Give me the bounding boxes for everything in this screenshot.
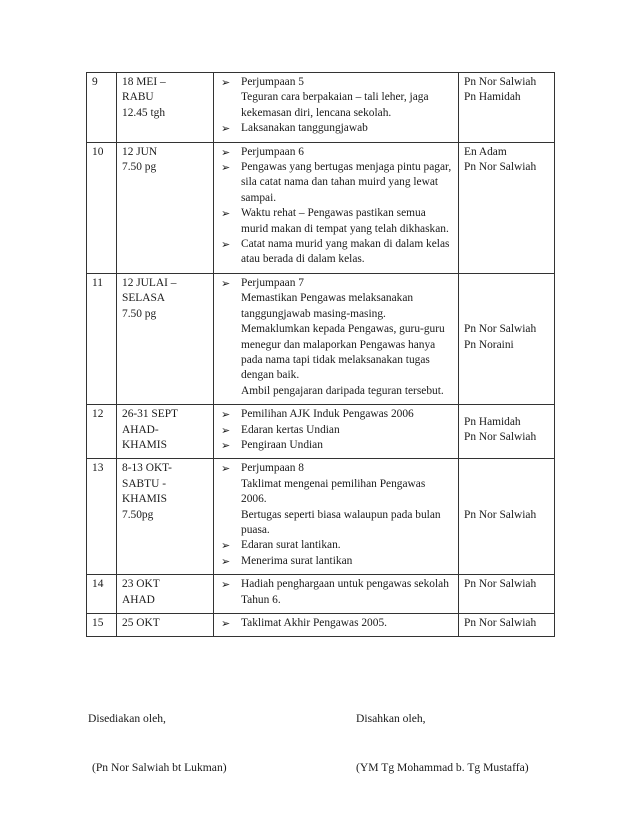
activity-text: Pemilihan AJK Induk Pengawas 2006 [241, 408, 414, 421]
row-number: 12 [87, 405, 117, 459]
activity-text: Menerima surat lantikan [241, 554, 353, 567]
activity-item [219, 121, 453, 136]
date-line: AHAD [122, 593, 155, 606]
activity-text: Teguran cara berpakaian – tali leher, jaga kekemasan diri, lencana sekolah. [241, 91, 429, 119]
activity-item [219, 237, 453, 268]
person-in-charge: Pn Nor Salwiah [464, 617, 537, 629]
row-activities [214, 575, 459, 614]
row-number: 11 [87, 273, 117, 404]
arrow-bullet-icon: ➢ [221, 423, 231, 437]
row-date [117, 73, 214, 143]
activity-list [219, 276, 453, 399]
activity-text: Perjumpaan 5 [241, 76, 304, 88]
row-person-in-charge [459, 142, 555, 273]
arrow-bullet-icon: ➢ [221, 408, 231, 422]
table-row [87, 575, 555, 614]
row-date [117, 575, 214, 614]
arrow-bullet-icon: ➢ [221, 238, 231, 252]
approved-by-label: Disahkan oleh, [356, 712, 426, 725]
date-line: 12.45 tgh [122, 106, 166, 119]
row-activities [214, 405, 459, 459]
row-person-in-charge [459, 459, 555, 575]
activity-list [219, 407, 453, 453]
arrow-bullet-icon: ➢ [221, 438, 231, 452]
activity-text: Taklimat Akhir Pengawas 2005. [241, 617, 387, 629]
activity-text: Bertugas seperti biasa walaupun pada bulan puasa. [241, 508, 441, 536]
row-activities [214, 614, 459, 637]
activity-text: Perjumpaan 7 [241, 276, 304, 289]
activity-text: Taklimat mengenai pemilihan Pengawas 2006. [241, 477, 426, 506]
activity-item [219, 75, 453, 121]
activity-item [219, 407, 453, 422]
schedule-body [87, 73, 555, 637]
date-line: RABU [122, 91, 154, 104]
table-row [87, 273, 555, 404]
activity-text: Waktu rehat – Pengawas pastikan semua murid makan di tempat yang telah dikhaskan. [241, 207, 449, 235]
row-number: 10 [87, 142, 117, 273]
arrow-bullet-icon: ➢ [221, 122, 231, 136]
date-line: 8-13 OKT- [122, 462, 172, 475]
date-line: 25 OKT [122, 617, 160, 629]
arrow-bullet-icon: ➢ [221, 276, 231, 290]
activity-text: Ambil pengajaran daripada teguran tersebut. [241, 384, 444, 397]
activity-list [219, 616, 453, 631]
row-number: 15 [87, 614, 117, 637]
arrow-bullet-icon: ➢ [221, 462, 231, 476]
date-line: 7.50 pg [122, 307, 157, 320]
person-in-charge: En Adam [464, 145, 507, 158]
row-date [117, 273, 214, 404]
activity-list [219, 461, 453, 569]
activity-list [219, 75, 453, 137]
activity-schedule-table [86, 72, 555, 637]
person-in-charge: Pn Noraini [464, 338, 514, 351]
activity-text: Edaran surat lantikan. [241, 539, 341, 552]
arrow-bullet-icon: ➢ [221, 207, 231, 221]
person-in-charge: Pn Nor Salwiah [464, 323, 537, 336]
date-line: 7.50 pg [122, 161, 157, 174]
table-row [87, 459, 555, 575]
activity-text: Perjumpaan 8 [241, 462, 304, 475]
date-line: 23 OKT [122, 578, 160, 591]
activity-item [219, 276, 453, 399]
activity-text: Perjumpaan 6 [241, 145, 304, 158]
prepared-by-label: Disediakan oleh, [88, 712, 166, 725]
person-in-charge: Pn Nor Salwiah [464, 578, 537, 591]
activity-item [219, 554, 453, 569]
activity-item [219, 145, 453, 160]
date-line: 7.50pg [122, 508, 154, 521]
table-row [87, 614, 555, 637]
person-in-charge: Pn Hamidah [464, 91, 521, 104]
prepared-by-name: (Pn Nor Salwiah bt Lukman) [92, 761, 227, 774]
row-number: 9 [87, 73, 117, 143]
activity-list [219, 145, 453, 268]
row-number: 14 [87, 575, 117, 614]
arrow-bullet-icon: ➢ [221, 578, 231, 592]
approved-by-name: (YM Tg Mohammad b. Tg Mustaffa) [356, 761, 529, 774]
activity-item [219, 160, 453, 206]
activity-text: Memaklumkan kepada Pengawas, guru-guru menegur dan malaporkan Pengawas hanya pada nama tapi tidak melaksanakan tugas dengan baik. [241, 323, 445, 382]
table-row [87, 405, 555, 459]
row-person-in-charge [459, 405, 555, 459]
arrow-bullet-icon: ➢ [221, 76, 231, 89]
activity-item [219, 206, 453, 237]
date-line: KHAMIS [122, 493, 167, 506]
activity-text: Memastikan Pengawas melaksanakan tanggungjawab masing-masing. [241, 292, 414, 320]
row-person-in-charge [459, 575, 555, 614]
activity-text: Catat nama murid yang makan di dalam kelas atau berada di dalam kelas. [241, 238, 450, 266]
activity-text: Laksanakan tanggungjawab [241, 122, 368, 135]
person-in-charge: Pn Nor Salwiah [464, 431, 537, 444]
person-in-charge: Pn Nor Salwiah [464, 76, 537, 88]
table-row [87, 142, 555, 273]
row-date [117, 459, 214, 575]
row-date [117, 142, 214, 273]
activity-item [219, 616, 453, 631]
activity-text: Pengawas yang bertugas menjaga pintu pagar, sila catat nama dan tahan muird yang lewat sampai. [241, 161, 452, 204]
date-line: KHAMIS [122, 438, 167, 451]
activity-text: Pengiraan Undian [241, 438, 323, 451]
activity-item [219, 538, 453, 553]
arrow-bullet-icon: ➢ [221, 617, 231, 630]
activity-text: Edaran kertas Undian [241, 423, 340, 436]
arrow-bullet-icon: ➢ [221, 554, 231, 568]
activity-item [219, 577, 453, 608]
activity-text: Hadiah penghargaan untuk pengawas sekolah Tahun 6. [241, 578, 449, 606]
person-in-charge: Pn Nor Salwiah [464, 161, 537, 174]
date-line: AHAD- [122, 423, 159, 436]
arrow-bullet-icon: ➢ [221, 161, 231, 175]
row-activities [214, 73, 459, 143]
date-line: 26-31 SEPT [122, 408, 179, 421]
row-number: 13 [87, 459, 117, 575]
row-date [117, 614, 214, 637]
person-in-charge: Pn Nor Salwiah [464, 508, 537, 521]
row-activities [214, 459, 459, 575]
row-person-in-charge [459, 273, 555, 404]
date-line: 12 JUN [122, 145, 158, 158]
row-activities [214, 273, 459, 404]
person-in-charge: Pn Hamidah [464, 415, 521, 428]
arrow-bullet-icon: ➢ [221, 145, 231, 159]
row-person-in-charge [459, 614, 555, 637]
row-person-in-charge [459, 73, 555, 143]
row-activities [214, 142, 459, 273]
table-row [87, 73, 555, 143]
row-date [117, 405, 214, 459]
date-line: SABTU - [122, 477, 166, 490]
date-line: 12 JULAI – [122, 276, 177, 289]
activity-item [219, 438, 453, 453]
activity-list [219, 577, 453, 608]
date-line: 18 MEI – [122, 76, 166, 88]
date-line: SELASA [122, 292, 166, 305]
activity-item [219, 461, 453, 538]
arrow-bullet-icon: ➢ [221, 539, 231, 553]
activity-item [219, 423, 453, 438]
